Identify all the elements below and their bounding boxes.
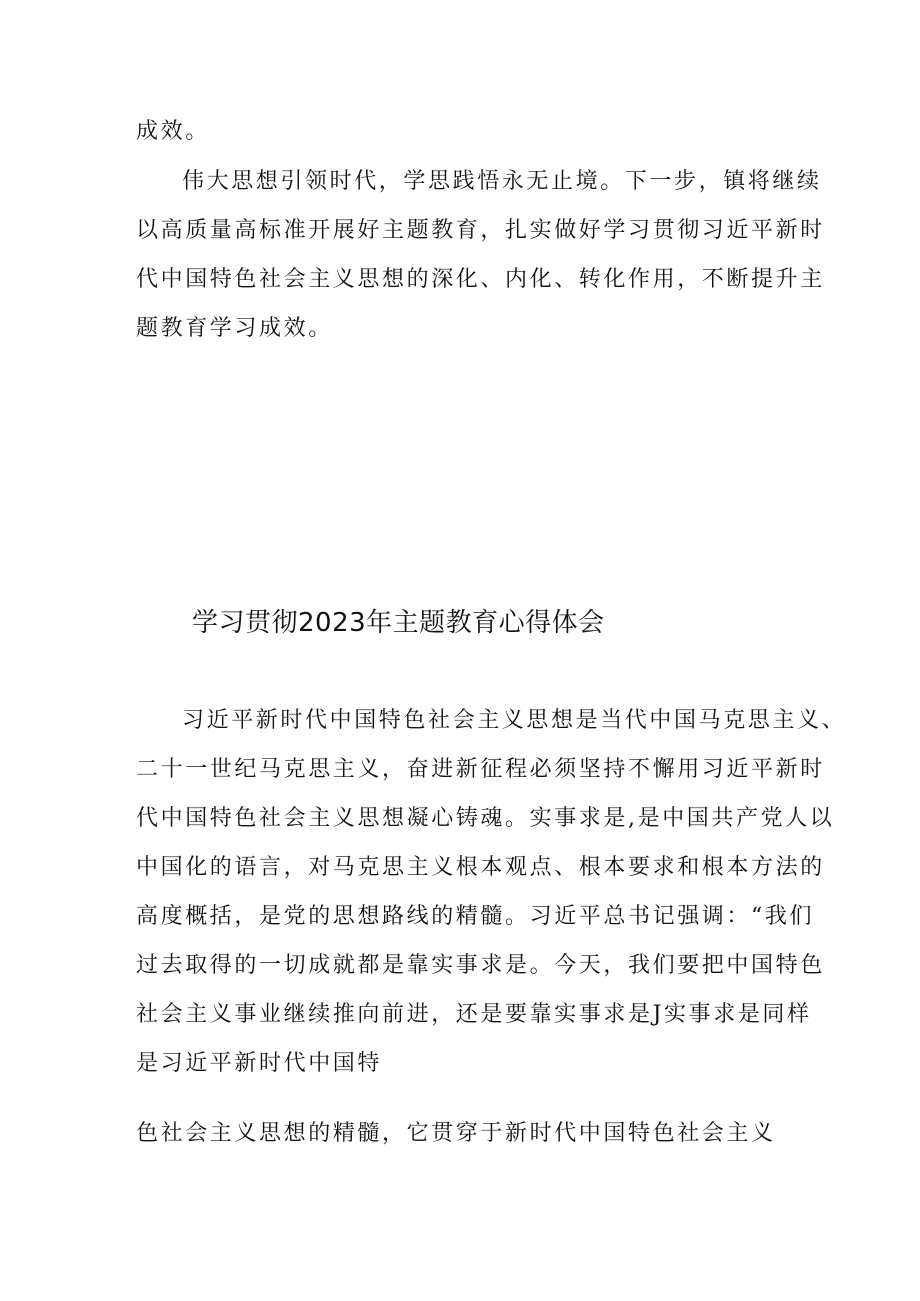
paragraph-line: 社会主义事业继续推向前进，还是要靠实事求是J实事求是同样 bbox=[136, 1002, 812, 1027]
document-title: 学习贯彻2023年主题教育心得体会 bbox=[192, 608, 605, 638]
paragraph-line: 成效。 bbox=[136, 119, 210, 144]
paragraph-line: 代中国特色社会主义思想的深化、内化、转化作用，不断提升主 bbox=[136, 267, 825, 292]
paragraph-line: 代中国特色社会主义思想凝心铸魂。实事求是,是中国共产党人以 bbox=[136, 806, 835, 831]
paragraph-line: 是习近平新时代中国特 bbox=[136, 1051, 383, 1076]
paragraph-line: 过去取得的一切成就都是靠实事求是。今天，我们要把中国特色 bbox=[136, 953, 825, 978]
paragraph-line: 习近平新时代中国特色社会主义思想是当代中国马克思主义、 bbox=[182, 708, 847, 733]
paragraph-line: 伟大思想引领时代，学思践悟永无止境。下一步，镇将继续 bbox=[182, 169, 822, 194]
paragraph-line: 题教育学习成效。 bbox=[136, 316, 333, 341]
paragraph-line: 以高质量高标准开展好主题教育，扎实做好学习贯彻习近平新时 bbox=[136, 218, 825, 243]
paragraph-line: 中国化的语言，对马克思主义根本观点、根本要求和根本方法的 bbox=[136, 855, 825, 880]
paragraph-line: 色社会主义思想的精髓，它贯穿于新时代中国特色社会主义 bbox=[136, 1121, 776, 1146]
paragraph-line: 二十一世纪马克思主义，奋进新征程必须坚持不懈用习近平新时 bbox=[136, 757, 825, 782]
paragraph-line: 高度概括，是党的思想路线的精髓。习近平总书记强调：“我们 bbox=[136, 904, 815, 929]
